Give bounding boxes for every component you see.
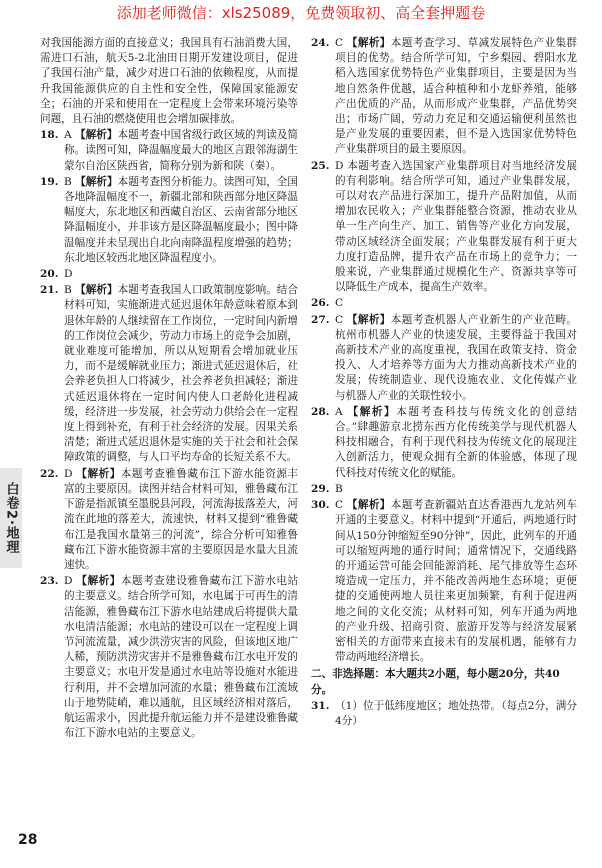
answer-item-31 xyxy=(311,699,577,729)
analysis-tag: 【解析】 xyxy=(75,175,118,188)
analysis-tag: 【解析】 xyxy=(346,37,391,49)
answer-item-30 xyxy=(311,498,577,665)
answer-choice: D xyxy=(64,268,73,281)
item-number: 25. xyxy=(311,159,330,172)
item-number: 27. xyxy=(311,313,330,326)
analysis-text: 本题考查新疆站直达香港西九龙站列车开通的主要意义。材料中提到“开通后，两地通行时间从150分钟缩短至90分钟”，因此，此列车的开通可以缩短两地的通行时间；通常情况下，交通线路的开通运营可能会回能源消耗、尾气排放等生态环境造成一定压力，并不能改善两地生态环境；更便捷的交通使两地人员往来更加频繁，有利于促进两地之间的文化交流；从材料可知，列车开通为两地的产业升级、招商引资、旅游开发等与经济发展紧密相关的方面带来直接未有的发展机遇，能够有力带动两地经济增长。 xyxy=(335,499,578,664)
answer-choice: A xyxy=(64,129,72,142)
answer-item-28 xyxy=(311,405,577,481)
answer-item-24 xyxy=(311,36,577,158)
item-number: 19. xyxy=(40,175,59,188)
analysis-tag: 【解析】 xyxy=(346,499,391,512)
analysis-text: 本题考查图分析能力。读图可知，全国各地降温幅度不一，新疆北部和陕西部分地区降温幅度大，东北地区和西藏自治区、云南省部分地区降温幅度小，并非该方是区降温幅度最小；图中降温幅度并未呈现出自北向南降温程度增强的趋势；东北地区较西北地区降温程度小。 xyxy=(64,175,299,264)
answer-item-26 xyxy=(311,296,577,311)
answer-choice: B xyxy=(64,175,72,188)
answer-item-25 xyxy=(311,159,577,296)
analysis-tag: 【解析】 xyxy=(347,405,397,418)
analysis-tag: 【解析】 xyxy=(76,575,121,588)
answer-choice: C xyxy=(335,313,344,326)
page-number: 28 xyxy=(18,832,38,848)
answer-choice: A xyxy=(335,405,343,418)
item-number: 22. xyxy=(40,467,59,480)
answer-choice: B xyxy=(335,482,343,495)
analysis-tag: 【解析】 xyxy=(346,313,391,326)
answer-item-23 xyxy=(40,574,298,741)
answer-choice: D xyxy=(64,467,73,480)
answer-text: （1）位于低纬度地区；地处热带。（每点2分，满分4分） xyxy=(335,699,577,727)
answer-item-22 xyxy=(40,467,298,573)
section-heading: 二、非选择题：本大题共2小题，每小题20分，共40分。 xyxy=(311,668,560,696)
item-number: 31. xyxy=(311,699,330,712)
promo-banner: 添加老师微信：xls25089，免费领取初、高全套押题卷 xyxy=(116,4,486,22)
answer-item-21 xyxy=(40,283,298,465)
answer-item-18 xyxy=(40,128,298,174)
item-number: 20. xyxy=(40,268,59,281)
analysis-text: 本题考查学习、草减发展特色产业集群项目的优势。结合所学可知，宁乡梨园、碧阳水龙稻入选国家优势特色产业集群项目，主要是因为当地自然条件优越，适合种植种和小龙虾养殖，能够产出优质的产品，从而形成产业集群，产品优势突出；市场广阔，劳动力充足和交通运输便利虽然也是产业发展的重要因素，但不是入选国家优势特色产业集群项目的最主要原因。 xyxy=(335,37,578,156)
answer-item-29 xyxy=(311,482,577,497)
side-tab xyxy=(0,468,22,568)
item-number: 28. xyxy=(311,405,330,418)
left-column xyxy=(40,36,298,742)
item-number: 21. xyxy=(40,284,59,297)
item-number: 23. xyxy=(40,575,59,588)
analysis-text: 本题考查入选国家产业集群项目对当地经济发展的有利影响。结合所学可知，通过产业集群发展，可以对农产品进行深加工，提升产品附加值，从而增加农民收入；产业集群能整合资源，推动农业从单一生产向生产、加工、销售等产业化方向发展，带动区域经济全面发展；产业集群发展有利于更大力度打造品牌，提升农产品在市场上的竞争力；一般来说，产业集群通过规模化生产、资源共享等可以降低生产成本，提高生产效率。 xyxy=(335,159,577,294)
analysis-tag: 【解析】 xyxy=(75,129,118,142)
answer-item-27 xyxy=(311,313,577,404)
analysis-text: 本题考查科技与传统文化的创意结合。”肆趣游京北捞东西方化传统美学与现代机器人科技相融合，有利于现代科技为传统文化的展现注入创新活力，使观众拥有全新的体验感，体现了现代科技对传统文化的赋能。 xyxy=(335,405,577,479)
item-number: 24. xyxy=(311,37,330,49)
analysis-text: 本题考查中国省级行政区域的判读及简称。读图可知，降温幅度最大的地区言跟邻海湖生蒙尔自治区陕西省，简称分别为新和陕（秦）。 xyxy=(64,129,299,172)
answer-choice: C xyxy=(335,37,344,49)
answer-choice: B xyxy=(64,284,72,297)
answer-choice: C xyxy=(335,297,344,310)
item-number: 29. xyxy=(311,482,330,495)
right-column xyxy=(311,36,577,730)
item-number: 26. xyxy=(311,297,330,310)
answer-choice: C xyxy=(335,499,344,512)
analysis-text: 本题考查建设雅鲁藏布江下游水电站的主要意义。结合所学可知，水电属于可再生的清洁能源，雅鲁藏布江下游水电站建成后将提供大量水电清洁能源；水电站的建设可以在一定程度上调节河流流量，减少洪涝灾害的风险，但该地区地广人稀，预防洪涝灾害并不是雅鲁藏布江水电开发的主要意义；水电开发是通过水电站等设施对水能进行利用，并不会增加河流的水量；雅鲁藏布江流域山于地势陡峭，难以通航，且区域经济相对落后，航运需求小，因此提升航运能力并不是建设雅鲁藏布江下游水电站的主要意义。 xyxy=(64,575,299,740)
answer-choice: D xyxy=(64,575,73,588)
side-tab-label: 白卷2·地理 xyxy=(3,482,19,554)
analysis-tag: 【解析】 xyxy=(75,284,118,297)
analysis-text: 本题考查雅鲁藏布江下游水能资源丰富的主要原因。读图并结合材料可知，雅鲁藏布江下游是指派镇至墨脱县河段，河流海拔落差大，河流在此地的落差大，流速快，材料又提到“雅鲁藏布江是我国水量第三的河流”，综合分析可知雅鲁藏布江下游水能资源丰富的主要原因是水量大且流速快。 xyxy=(64,467,299,571)
item-number: 30. xyxy=(311,499,330,512)
answer-item-20 xyxy=(40,267,298,282)
answer-item-19 xyxy=(40,175,298,266)
analysis-tag: 【解析】 xyxy=(76,467,121,480)
item-number: 18. xyxy=(40,129,59,142)
analysis-text: 本题考查机器人产业新生的产业范畴。杭州市机器人产业的快速发展，主要得益于我国对高新技术产业的高度重视，我国在政策支持、资金投入、人才培养等方面为大力推动高新技术产业的发展；传统制造业、现代设施农业、文化传媒产业与机器人产业的关联性较小。 xyxy=(335,313,578,402)
analysis-text: 本题考查我国人口政策制度影响。结合材料可知，实施渐进式延迟退休年龄意味着原本到退休年龄的人继续留在工作岗位，一定时间内新增的工作岗位会减少，劳动力市场上的竞争会加剧，就业难度可能增加，所以从短期看会增加就业压力，而不是缓解就业压力；渐进式延迟退休后，社会养老负担人口将减少，社会养老负担减轻；渐进式延迟退休将在一定时间内使人口老龄化进程减缓，经济进一步发展，社会劳动力供给会在一定程度上得到补充，有利于社会经济的发展。因果关系清楚；渐进式延迟退休是实施的关于社会和社会保障政策的调整，与人口平均寿命的长短关系不大。 xyxy=(64,284,299,464)
answer-choice: D xyxy=(335,159,344,172)
answer-17-continuation: 对我国能源方面的直接意义；我国具有石油消费大国，需进口石油，航天5-2北油田日期开发建设项目，促进了我国石油产量，减少对进口石油的依赖程度，从而提升我国能源供应的自主性和安全性，保障国家能源安全；石油的开采和使用在一定程度上会带来环境污染等问题，且石油的燃烧使用也会增加碳排放。 xyxy=(40,37,298,126)
